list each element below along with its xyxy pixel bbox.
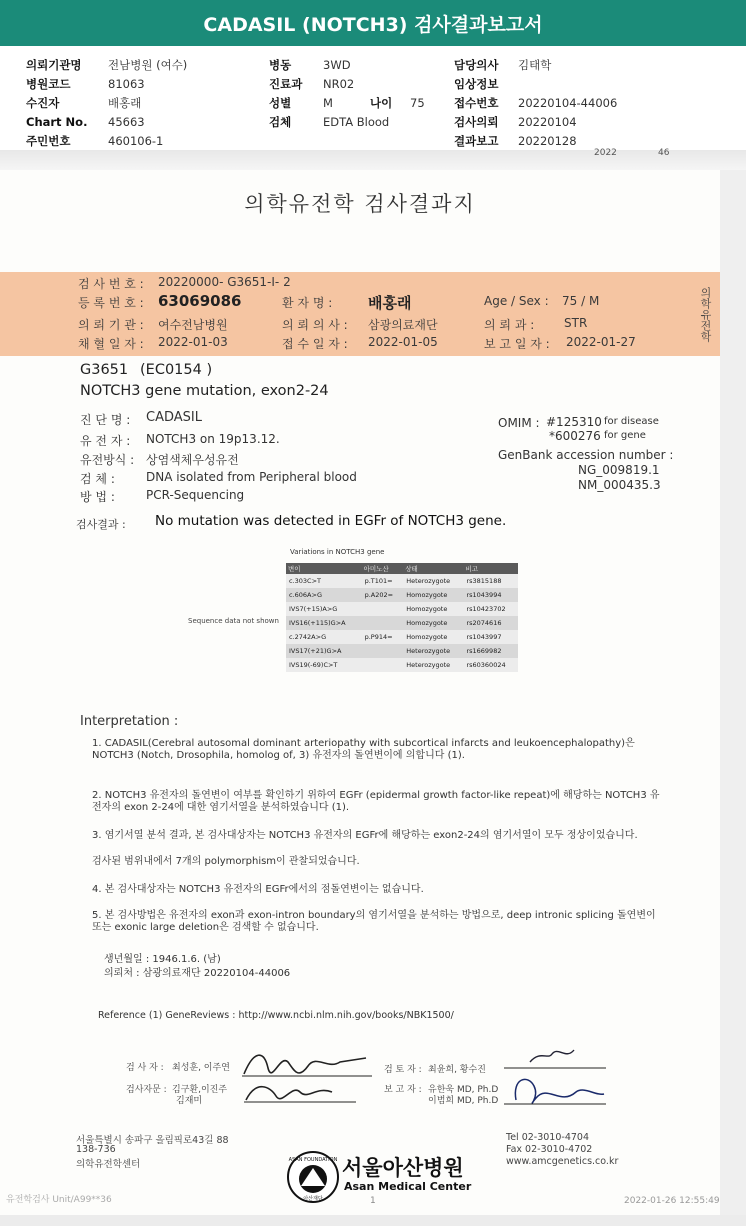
label: 병동 [269, 58, 292, 72]
value: 20220104-44006 [518, 96, 618, 110]
cell: Homozygote [403, 616, 463, 630]
reg-no [158, 292, 242, 310]
table-row [286, 588, 518, 602]
receipt: 2022-01-05 [368, 335, 438, 349]
seal-top-text: ASAN FOUNDATION [288, 1157, 338, 1163]
fax: Fax 02-3010-4702 [506, 1144, 593, 1155]
value: 460106-1 [108, 134, 164, 148]
result-text: No mutation was detected in EGFr of NOTCH3 gene. [155, 513, 507, 529]
label: 임상정보 [454, 77, 499, 91]
value: 20220128 [518, 134, 577, 148]
variations-table [286, 563, 518, 672]
interpretation-heading: Interpretation : [80, 714, 179, 729]
omim-label: OMIM : [498, 416, 540, 430]
label: Chart No. [26, 115, 88, 129]
value: EDTA Blood [323, 115, 390, 129]
test-code: G3651 [80, 362, 129, 378]
omim-disease: #125310 [546, 415, 602, 429]
col-header: 변이 [286, 563, 362, 574]
cell: c.303C>T [286, 574, 362, 588]
cell: Heterozygote [403, 658, 463, 672]
cell: p.A202= [362, 588, 404, 602]
header-col-2 [269, 56, 425, 132]
label: 성별 [269, 96, 292, 110]
header-col-1 [26, 56, 187, 151]
info-label: 검 체 : [80, 472, 115, 486]
value: 3WD [323, 58, 351, 72]
genbank-label: GenBank accession number : [498, 448, 674, 462]
value: 45663 [108, 115, 145, 129]
cell: p.P914= [362, 630, 404, 644]
address-line-1: 서울특별시 송파구 올림픽로43길 88 [76, 1135, 229, 1146]
dept-label: 의 뢰 과 : [484, 318, 535, 332]
value: NR02 [323, 77, 355, 91]
genbank-ng: NG_009819.1 [578, 463, 660, 477]
value: 배홍래 [108, 96, 142, 110]
website: www.amcgenetics.co.kr [506, 1156, 619, 1167]
info-value: PCR-Sequencing [146, 488, 245, 502]
cell: Heterozygote [403, 574, 463, 588]
bottom-strip [0, 1215, 746, 1226]
collect: 2022-01-03 [158, 335, 228, 349]
print-timestamp: 2022-01-26 12:55:49 [624, 1196, 720, 1206]
info-value: 상염색체우성유전 [146, 453, 239, 467]
table-row [286, 574, 518, 588]
value: 김태학 [518, 58, 552, 72]
reference: Reference (1) GeneReviews : http://www.ncbi.nlm.nih.gov/books/NBK1500/ [98, 1010, 454, 1021]
cell: rs1043997 [463, 630, 518, 644]
info-label: 진 단 명 : [80, 413, 131, 427]
reporter-names-2: 이범희 MD, Ph.D [428, 1096, 499, 1106]
report-date: 2022-01-27 [566, 335, 636, 349]
interpretation-para-4: 4. 본 검사대상자는 NOTCH3 유전자의 EGFr에서의 점돌연변이는 없습니다. [92, 884, 424, 895]
info-label: 유전방식 : [80, 453, 135, 467]
reviewer-names: 최윤희, 황수진 [428, 1065, 486, 1075]
col-header: 상태 [403, 563, 463, 574]
info-value: CADASIL [146, 410, 202, 425]
collect-label: 채 혈 일 자 : [78, 337, 144, 351]
sep-right-text: 46 [658, 148, 670, 158]
value: 81063 [108, 77, 145, 91]
omim-disease-note: for disease [604, 416, 659, 427]
age-label: 나이 [370, 96, 393, 110]
cell: c.606A>G [286, 588, 362, 602]
cell: p.T101= [362, 574, 404, 588]
advisor-label: 검사자문 : [126, 1085, 167, 1095]
patient [368, 292, 411, 313]
cell: Heterozygote [403, 644, 463, 658]
advisor-names-2: 김재미 [176, 1096, 203, 1106]
label: 결과보고 [454, 134, 499, 148]
cell: rs1669982 [463, 644, 518, 658]
cell: rs60360024 [463, 658, 518, 672]
band-side-label: 의학유전학 [690, 272, 720, 356]
col-header: 아미노산 [362, 563, 404, 574]
table-row [286, 644, 518, 658]
interpretation-para-2: 2. NOTCH3 유전자의 돌연변이 여부를 확인하기 위하여 EGFr (epidermal growth factor-like repeat)에 해당하는 NOTCH3 유전자의 exon 2-24에 대한 염기서열을 분석하였습니다 (1). [92, 790, 660, 813]
header-col-3 [454, 56, 617, 151]
cell: Homozygote [403, 588, 463, 602]
cell: IVS17(+21)G>A [286, 644, 362, 658]
birth-date: 생년월일 : 1946.1.6. (남) [104, 954, 221, 965]
value: 20220104 [518, 115, 577, 129]
tester-label: 검 사 자 : [126, 1063, 164, 1073]
report-title: CADASIL (NOTCH3) 검사결과보고서 [0, 0, 746, 46]
value: M [323, 96, 333, 110]
asan-seal-icon [286, 1150, 340, 1204]
cell: IVS19(-69)C>T [286, 658, 362, 672]
reporter-names-1: 유한욱 MD, Ph.D [428, 1085, 499, 1095]
age-sex-label: Age / Sex : [484, 294, 549, 308]
omim-gene: *600276 [549, 429, 601, 443]
tester-signature-icon [236, 1040, 376, 1106]
test-code-2: (EC0154 ) [140, 362, 213, 378]
cell: c.2742A>G [286, 630, 362, 644]
reg-no-label: 등 록 번 호 : [78, 296, 144, 310]
patient-label: 환 자 명 : [282, 296, 333, 310]
org-label: 의 뢰 기 관 : [78, 318, 144, 332]
interpretation-para-5: 5. 본 검사방법은 유전자의 exon과 exon-intron boundary의 염기서열을 분석하는 방법으로, deep intronic splicing 돌연변이 또는 exonic large deletion은 검색할 수 없습니다. [92, 910, 656, 933]
address-line-2: 138-736 [76, 1144, 116, 1155]
unit-code: 유전학검사 Unit/A99**36 [6, 1195, 112, 1205]
org: 여수전남병원 [158, 318, 228, 332]
table-row [286, 630, 518, 644]
label: 검체 [269, 115, 292, 129]
age-value: 75 [410, 96, 425, 110]
cell [362, 658, 404, 672]
label: 검사의뢰 [454, 115, 499, 129]
dept: STR [564, 316, 588, 330]
exam-no-label: 검 사 번 호 : [78, 277, 144, 291]
tester-names: 최성훈, 이주연 [172, 1063, 230, 1073]
advisor-names-1: 김구환,이진주 [172, 1085, 228, 1095]
label: 담당의사 [454, 58, 499, 72]
info-value: DNA isolated from Peripheral blood [146, 470, 357, 484]
interpretation-para-3b: 검사된 범위내에서 7개의 polymorphism이 관찰되었습니다. [92, 856, 360, 867]
receipt-label: 접 수 일 자 : [282, 337, 348, 351]
sep-left-text: 2022 [594, 148, 617, 158]
reviewer-signature-icon [500, 1040, 610, 1116]
interpretation-para-3: 3. 염기서열 분석 결과, 본 검사대상자는 NOTCH3 유전자의 EGFr에 해당하는 exon2-24의 염기서열이 모두 정상이었습니다. [92, 830, 638, 841]
doctor-label: 의 뢰 의 사 : [282, 318, 348, 332]
scan-edge [720, 170, 746, 1215]
page-number: 1 [370, 1196, 376, 1206]
cell: rs10423702 [463, 602, 518, 616]
cell: IVS16(+115)G>A [286, 616, 362, 630]
result-label: 검사결과 : [76, 518, 126, 531]
col-header: 비고 [463, 563, 518, 574]
header-info [0, 52, 746, 150]
table-row [286, 616, 518, 630]
cell: Homozygote [403, 630, 463, 644]
label: 병원코드 [26, 77, 71, 91]
sequence-note: Sequence data not shown [188, 617, 279, 625]
cell: rs1043994 [463, 588, 518, 602]
label: 의뢰기관명 [26, 58, 82, 72]
info-value: NOTCH3 on 19p13.12. [146, 432, 280, 446]
age-sex: 75 / M [562, 294, 600, 308]
patient-band [0, 272, 690, 356]
reg-no-value: 63069086 [158, 292, 242, 310]
label: 진료과 [269, 77, 303, 91]
exam-no: 20220000- G3651-I- 2 [158, 275, 291, 289]
seal-bottom-text: 아산재단 [303, 1196, 323, 1202]
info-label: 방 법 : [80, 490, 115, 504]
info-label: 유 전 자 : [80, 434, 131, 448]
label: 접수번호 [454, 96, 499, 110]
interpretation-para-1: 1. CADASIL(Cerebral autosomal dominant arteriopathy with subcortical infarcts and leukoencephalopathy)은 NOTCH3 (Notch, Drosophila, homolog of, 3) 유전자의 돌연변이에 의합니다 (1). [92, 738, 635, 761]
cell [362, 602, 404, 616]
tel: Tel 02-3010-4704 [506, 1132, 589, 1143]
table-row [286, 602, 518, 616]
cell [362, 644, 404, 658]
table-row [286, 658, 518, 672]
reporter-label: 보 고 자 : [384, 1085, 422, 1095]
test-name: NOTCH3 gene mutation, exon2-24 [80, 383, 329, 399]
cell: rs2074616 [463, 616, 518, 630]
logo-korean: 서울아산병원 [342, 1156, 464, 1180]
report-doc-title: 의학유전학 검사결과지 [244, 192, 476, 216]
patient-value: 배홍래 [368, 294, 412, 312]
variations-title: Variations in NOTCH3 gene [290, 548, 385, 556]
logo-english: Asan Medical Center [344, 1180, 472, 1193]
requester: 의뢰처 : 삼광의료재단 20220104-44006 [104, 968, 291, 979]
omim-gene-note: for gene [604, 430, 646, 441]
scan-separator [0, 150, 746, 170]
value: 전남병원 (여수) [108, 58, 188, 72]
label: 주민번호 [26, 134, 71, 148]
cell: IVS7(+15)A>G [286, 602, 362, 616]
address-line-3: 의학유전학센터 [76, 1159, 141, 1170]
report-date-label: 보 고 일 자 : [484, 337, 550, 351]
genbank-nm: NM_000435.3 [578, 478, 661, 492]
cell: Homozygote [403, 602, 463, 616]
cell [362, 616, 404, 630]
label: 수진자 [26, 96, 60, 110]
reviewer-label: 검 토 자 : [384, 1065, 422, 1075]
cell: rs3815188 [463, 574, 518, 588]
doctor: 삼광의료재단 [368, 318, 438, 332]
